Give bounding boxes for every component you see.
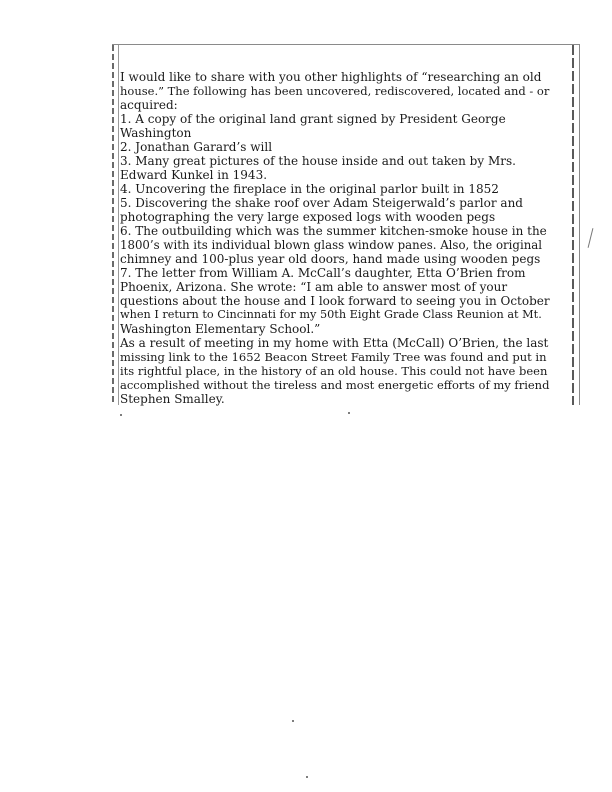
article-line: its rightful place, in the history of an old house. This could not have been: [120, 364, 548, 378]
article-line: Edward Kunkel in 1943.: [120, 168, 268, 182]
article-line: 6. The outbuilding which was the summer kitchen-smoke house in the: [120, 224, 547, 238]
article-line: questions about the house and I look forward to seeing you in October: [120, 294, 550, 308]
article-line: house.” The following has been uncovered, rediscovered, located and - or: [120, 84, 550, 98]
scan-artifact-mark: [588, 228, 594, 248]
article-line: Stephen Smalley.: [120, 392, 225, 406]
article-line: when I return to Cincinnati for my 50th Eight Grade Class Reunion at Mt.: [120, 308, 542, 321]
clipping-right-edge-outer: [579, 45, 580, 405]
article-line: 5. Discovering the shake roof over Adam Steigerwald’s parlor and: [120, 196, 523, 210]
article-line: Phoenix, Arizona. She wrote: “I am able to answer most of your: [120, 280, 508, 294]
article-line: 1. A copy of the original land grant signed by President George: [120, 112, 506, 126]
article-body: [120, 70, 550, 406]
article-line: 2. Jonathan Garard’s will: [120, 140, 273, 154]
article-line: Washington Elementary School.”: [120, 322, 321, 336]
article-line: 7. The letter from William A. McCall’s daughter, Etta O’Brien from: [120, 266, 526, 280]
article-line: 1800’s with its individual blown glass window panes. Also, the original: [120, 238, 543, 252]
article-line: acquired:: [120, 98, 178, 112]
article-line: Washington: [120, 126, 192, 140]
article-line: As a result of meeting in my home with Etta (McCall) O’Brien, the last: [120, 336, 549, 350]
clipping-right-edge: [572, 45, 574, 405]
article-line: photographing the very large exposed logs with wooden pegs: [120, 210, 496, 224]
scan-speck: [348, 412, 350, 414]
newspaper-clipping: [112, 44, 580, 405]
article-line: I would like to share with you other highlights of “researching an old: [120, 70, 542, 84]
scan-speck: [292, 720, 294, 722]
article-line: missing link to the 1652 Beacon Street Family Tree was found and put in: [120, 350, 547, 364]
clipping-left-edge-inner: [118, 45, 119, 405]
scan-speck: [306, 776, 308, 778]
scan-speck: [120, 414, 122, 416]
clipping-left-edge: [112, 45, 114, 405]
article-line: 3. Many great pictures of the house inside and out taken by Mrs.: [120, 154, 516, 168]
article-line: accomplished without the tireless and most energetic efforts of my friend: [120, 378, 550, 392]
article-line: 4. Uncovering the fireplace in the original parlor built in 1852: [120, 182, 499, 196]
article-line: chimney and 100-plus year old doors, hand made using wooden pegs: [120, 252, 541, 266]
